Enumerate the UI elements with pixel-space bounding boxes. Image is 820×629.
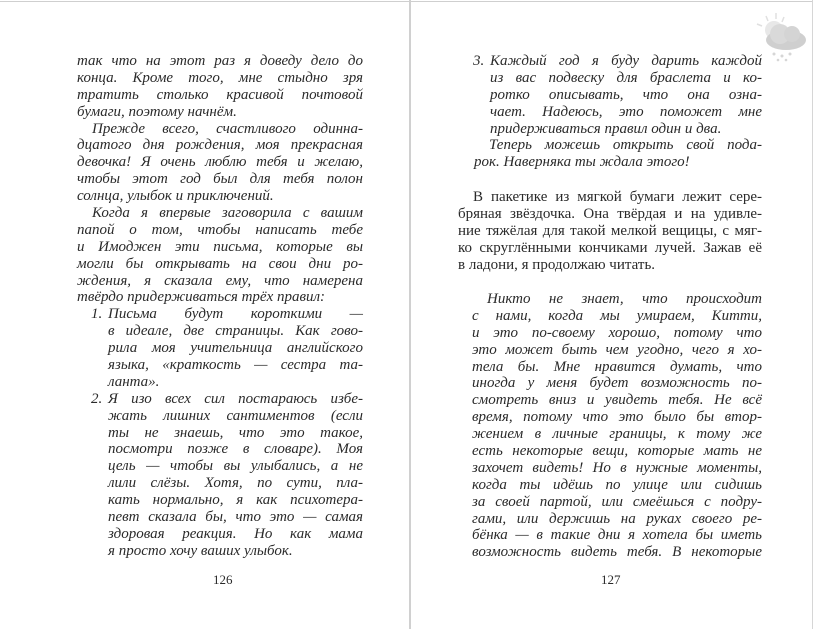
text-line: твёрдо придерживаться трёх правил: [77,289,326,306]
text-line: за своей партой, или смеёшься с подру- [472,493,762,510]
text-line: Никто не знает, что происходит [487,291,762,307]
text-line: бряная звёздочка. Она твёрдая и на удивле- [458,205,762,222]
text-line: жением в личные границы, к тому же [472,426,762,443]
text-line: здоровая реакция. Но как мама [108,525,363,542]
text-line: тратить столько красивой почтовой [77,86,363,103]
text-line: чтобы этот год был для тебя полон [77,171,363,188]
text-line: могли бы открывать на свои дни ро- [77,255,363,272]
text-line: в идеале, две страницы. Как гово- [108,323,363,340]
text-line: возможность видеть тебя. В некоторые [472,544,762,561]
paragraph [474,137,762,171]
text-line: рок. Наверняка ты ждала этого! [474,154,690,171]
text-line: так что на этот раз я доведу дело до [77,53,363,69]
list-item-number: 2. [91,390,103,407]
text-line: Теперь можешь открыть свой пода- [489,137,762,154]
list-item-number: 1. [91,306,103,323]
text-line: и это по-своему хорошо, потому что [472,324,762,341]
text-line: жать лишних сантиментов (если [108,407,363,424]
text-line: это может быть чем угодно, чего я хо- [472,341,762,358]
text-line: гами, или держишь на руках своего ре- [472,510,762,527]
list-item-number: 3. [473,53,485,69]
text-line: бумаги, поэтому начнём. [77,103,237,120]
paragraph [77,53,363,121]
list-item [77,306,363,390]
text-line: лили слёзы. Хотя, по сути, пла- [108,475,363,492]
text-line: ты не знаешь, что это такое, [108,424,363,441]
list-item [459,53,762,137]
text-line: из вас подвеску для браслета и ко- [490,69,762,86]
page-right-edge [812,0,813,629]
text-line: конца. Кроме того, мне стыдно зря [77,69,363,86]
text-line: рила моя учительница английского [108,340,363,357]
text-line: ждения, я сказала ему, что намерена [77,272,363,289]
text-line: бёнка — в такие дни я хотела бы иметь [472,527,762,544]
text-line: с нами, когда мы умираем, Китти, [472,307,762,324]
text-line: солнца, улыбок и приключений. [77,188,274,205]
right-page-narration [458,189,762,273]
text-line: Каждый год я буду дарить каждой [490,53,762,69]
text-line: языка, «краткость — сестра та- [108,357,363,374]
text-line: цель — чтобы вы улыбались, а не [108,458,363,475]
text-line: посмотри позже в словаре). Моя [108,441,363,458]
text-line: дцатого дня рождения, моя прекрасная [77,137,363,154]
text-line: кать нормально, я как психотера- [108,492,363,509]
text-line: В пакетике из мягкой бумаги лежит сере- [473,189,762,205]
text-line: ротко описывать, что она озна- [490,86,762,103]
right-page-letter-continued [472,291,762,561]
text-line: тела бы. Мне нравится думать, что [472,358,762,375]
text-line: девочка! Я очень люблю тебя и желаю, [77,154,363,171]
text-line: когда ты идёшь по улице или сидишь [472,476,762,493]
text-line: и Имоджен эти письма, которые вы [77,238,363,255]
page-number-left: 126 [213,572,233,587]
left-page-text [77,53,363,560]
paragraph [77,205,363,306]
text-line: Я изо всех сил постараюсь избе- [108,390,363,407]
text-line: есть некоторые вещи, которые мать не [472,443,762,460]
text-line: иногда у меня будет возможность по- [472,375,762,392]
text-line: певт сказала бы, что это — самая [108,509,363,526]
text-line: чает. Надеюсь, это поможет мне [490,103,762,120]
right-page-letter-text [474,53,762,171]
partly-cloudy-rain-icon[interactable] [752,10,812,62]
text-line: Когда я впервые заговорила с вашим [92,205,363,222]
text-line: захочет видеть! Но в нужные моменты, [472,459,762,476]
text-line: смотреть вниз и увидеть тебя. Не всё [472,392,762,409]
text-line: ние тяжёлая для такой мелкой вещицы, с мяг- [458,222,762,239]
text-line: папой о том, чтобы написать тебе [77,221,363,238]
text-line: ланта». [108,373,160,390]
text-line: я просто хочу ваших улыбок. [108,542,293,559]
text-line: время, потому что это было бы втор- [472,409,762,426]
page-number-right: 127 [601,572,621,587]
text-line: Прежде всего, счастливого одинна- [92,120,363,137]
paragraph [77,121,363,205]
text-line: Письма будут короткими — [108,306,363,323]
text-line: придерживаться правил один и два. [490,120,722,137]
text-line: в ладони, я продолжаю читать. [458,256,656,273]
list-item [77,391,363,560]
book-spine-divider [409,0,411,629]
text-line: ко скруглёнными кончиками лучей. Зажав её [458,239,762,256]
page-top-edge [0,1,812,2]
